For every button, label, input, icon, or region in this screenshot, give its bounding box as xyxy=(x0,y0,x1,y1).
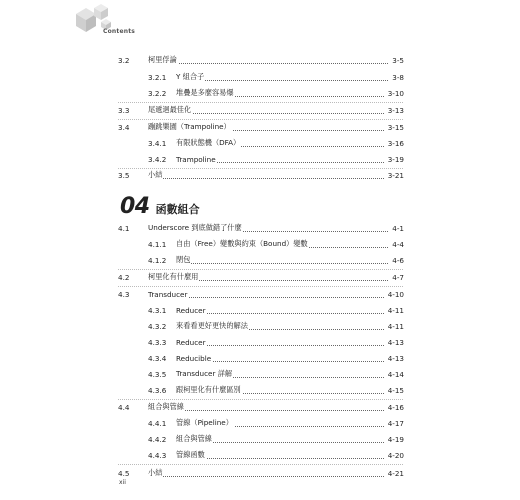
toc-entry-4-3-2[interactable] xyxy=(0,319,404,333)
toc-number: 4.1.1 xyxy=(148,240,167,249)
toc-number: 4.3.5 xyxy=(148,370,167,379)
toc-page: 4-19 xyxy=(387,435,404,444)
toc-page: 3-5 xyxy=(392,56,404,65)
toc-entry-4-1-1[interactable] xyxy=(0,237,404,251)
toc-title: 管線（Pipeline） xyxy=(176,418,233,427)
toc-entry-4-1-2[interactable] xyxy=(0,253,404,267)
toc-entry-3-2[interactable] xyxy=(0,53,404,67)
toc-entry-4-2[interactable] xyxy=(0,270,404,284)
toc-page: 4-17 xyxy=(387,419,404,428)
toc-title: 尾遞迴最佳化 xyxy=(148,105,192,114)
toc-leader xyxy=(178,80,388,81)
toc-title: Transducer 詳解 xyxy=(176,369,233,378)
toc-entry-4-3-6[interactable] xyxy=(0,383,404,397)
toc-entry-3-2-2[interactable] xyxy=(0,86,404,100)
toc-page: 4-16 xyxy=(387,403,404,412)
chapter-heading xyxy=(120,194,200,219)
toc-page: 4-15 xyxy=(387,386,404,395)
toc-title: 柯里化有什麼用 xyxy=(148,272,199,281)
toc-title: 有限狀態機（DFA） xyxy=(176,138,241,147)
divider xyxy=(118,464,403,465)
toc-title: 閉包 xyxy=(176,255,191,264)
toc-entry-4-3-1[interactable] xyxy=(0,303,404,317)
toc-number: 4.3.2 xyxy=(148,322,167,331)
toc-title: Transducer xyxy=(148,290,188,299)
toc-number: 3.2.2 xyxy=(148,89,167,98)
toc-entry-3-4-2[interactable] xyxy=(0,152,404,166)
chapter-title: 函數組合 xyxy=(155,203,200,216)
toc-entry-4-4-1[interactable] xyxy=(0,416,404,430)
toc-leader xyxy=(178,345,384,346)
toc-page: 4-21 xyxy=(387,469,404,478)
toc-number: 4.3 xyxy=(118,290,130,299)
toc-number: 4.3.4 xyxy=(148,354,167,363)
toc-title: 柯里俘論 xyxy=(148,55,177,64)
toc-number: 4.1 xyxy=(118,224,130,233)
toc-number: 4.4.3 xyxy=(148,451,167,460)
toc-entry-4-3-3[interactable] xyxy=(0,335,404,349)
toc-number: 3.3 xyxy=(118,106,130,115)
toc-entry-4-4-3[interactable] xyxy=(0,448,404,462)
toc-title: 堆疊是多麼容易爆 xyxy=(176,88,234,97)
toc-entry-4-3[interactable] xyxy=(0,287,404,301)
toc-number: 3.4 xyxy=(118,123,130,132)
page-number: xii xyxy=(119,479,126,486)
toc-number: 3.2.1 xyxy=(148,73,167,82)
toc-leader xyxy=(178,458,384,459)
toc-number: 3.4.1 xyxy=(148,139,167,148)
toc-title: 來看看更好更快的解法 xyxy=(176,321,248,330)
toc-entry-3-4-1[interactable] xyxy=(0,136,404,150)
toc-page: 4-6 xyxy=(392,256,404,265)
toc-number: 4.2 xyxy=(118,273,130,282)
chapter-number: 04 xyxy=(120,194,150,219)
toc-entry-3-3[interactable] xyxy=(0,103,404,117)
toc-entry-4-4-2[interactable] xyxy=(0,432,404,446)
toc-page: 3-19 xyxy=(387,155,404,164)
toc-page: 4-13 xyxy=(387,354,404,363)
toc-title: Underscore 到底做錯了什麼 xyxy=(148,223,242,232)
toc-leader xyxy=(150,476,384,477)
toc-title: Trampoline xyxy=(176,155,216,164)
toc-page: 3-21 xyxy=(387,171,404,180)
toc-page: 4-13 xyxy=(387,338,404,347)
toc-page: 3-15 xyxy=(387,123,404,132)
toc-page: 4-14 xyxy=(387,370,404,379)
toc-entry-3-5[interactable] xyxy=(0,168,404,182)
toc-title: 自由（Free）變數與約束（Bound）變數 xyxy=(176,239,308,248)
toc-page: 3-8 xyxy=(392,73,404,82)
toc-leader xyxy=(178,313,384,314)
toc-title: Y 組合子 xyxy=(176,72,205,81)
toc-number: 4.3.1 xyxy=(148,306,167,315)
toc-number: 4.3.3 xyxy=(148,338,167,347)
toc-page: 3-13 xyxy=(387,106,404,115)
toc-title: 蹦跳樂園（Trampoline） xyxy=(148,122,231,131)
toc-page: 3-16 xyxy=(387,139,404,148)
toc-number: 4.5 xyxy=(118,469,130,478)
toc-number: 4.4.2 xyxy=(148,435,167,444)
toc-page: 4-11 xyxy=(387,322,404,331)
toc-page: 4-11 xyxy=(387,306,404,315)
toc-page: 4-4 xyxy=(392,240,404,249)
toc-number: 4.3.6 xyxy=(148,386,167,395)
toc-title: 組合與管線 xyxy=(148,402,184,411)
toc-title: 小結 xyxy=(148,170,163,179)
toc-page: 4-7 xyxy=(392,273,404,282)
toc-title: Reducible xyxy=(176,354,212,363)
toc-number: 4.4 xyxy=(118,403,130,412)
toc-entry-4-5[interactable] xyxy=(0,466,404,480)
toc-title: 組合與管線 xyxy=(176,434,212,443)
toc-number: 4.4.1 xyxy=(148,419,167,428)
toc-page: 4-10 xyxy=(387,290,404,299)
toc-title: 管線函數 xyxy=(176,450,205,459)
toc-entry-4-1[interactable] xyxy=(0,221,404,235)
toc-entry-3-2-1[interactable] xyxy=(0,70,404,84)
toc-page: 4-1 xyxy=(392,224,404,233)
toc-page: 4-20 xyxy=(387,451,404,460)
toc-leader xyxy=(150,178,384,179)
toc-number: 3.5 xyxy=(118,171,130,180)
toc-entry-4-3-5[interactable] xyxy=(0,367,404,381)
toc-entry-3-4[interactable] xyxy=(0,120,404,134)
toc-entry-4-3-4[interactable] xyxy=(0,351,404,365)
toc-number: 4.1.2 xyxy=(148,256,167,265)
toc-title: 跟柯里化有什麼區別 xyxy=(176,385,241,394)
toc-title: Reducer xyxy=(176,338,206,347)
toc-leader xyxy=(150,63,388,64)
toc-leader xyxy=(178,263,388,264)
toc-title: Reducer xyxy=(176,306,206,315)
toc-leader xyxy=(150,410,384,411)
toc-number: 3.4.2 xyxy=(148,155,167,164)
toc-number: 3.2 xyxy=(118,56,130,65)
toc-entry-4-4[interactable] xyxy=(0,400,404,414)
toc-title: 小結 xyxy=(148,468,163,477)
toc-page: 3-10 xyxy=(387,89,404,98)
header-label: Contents xyxy=(103,28,136,35)
